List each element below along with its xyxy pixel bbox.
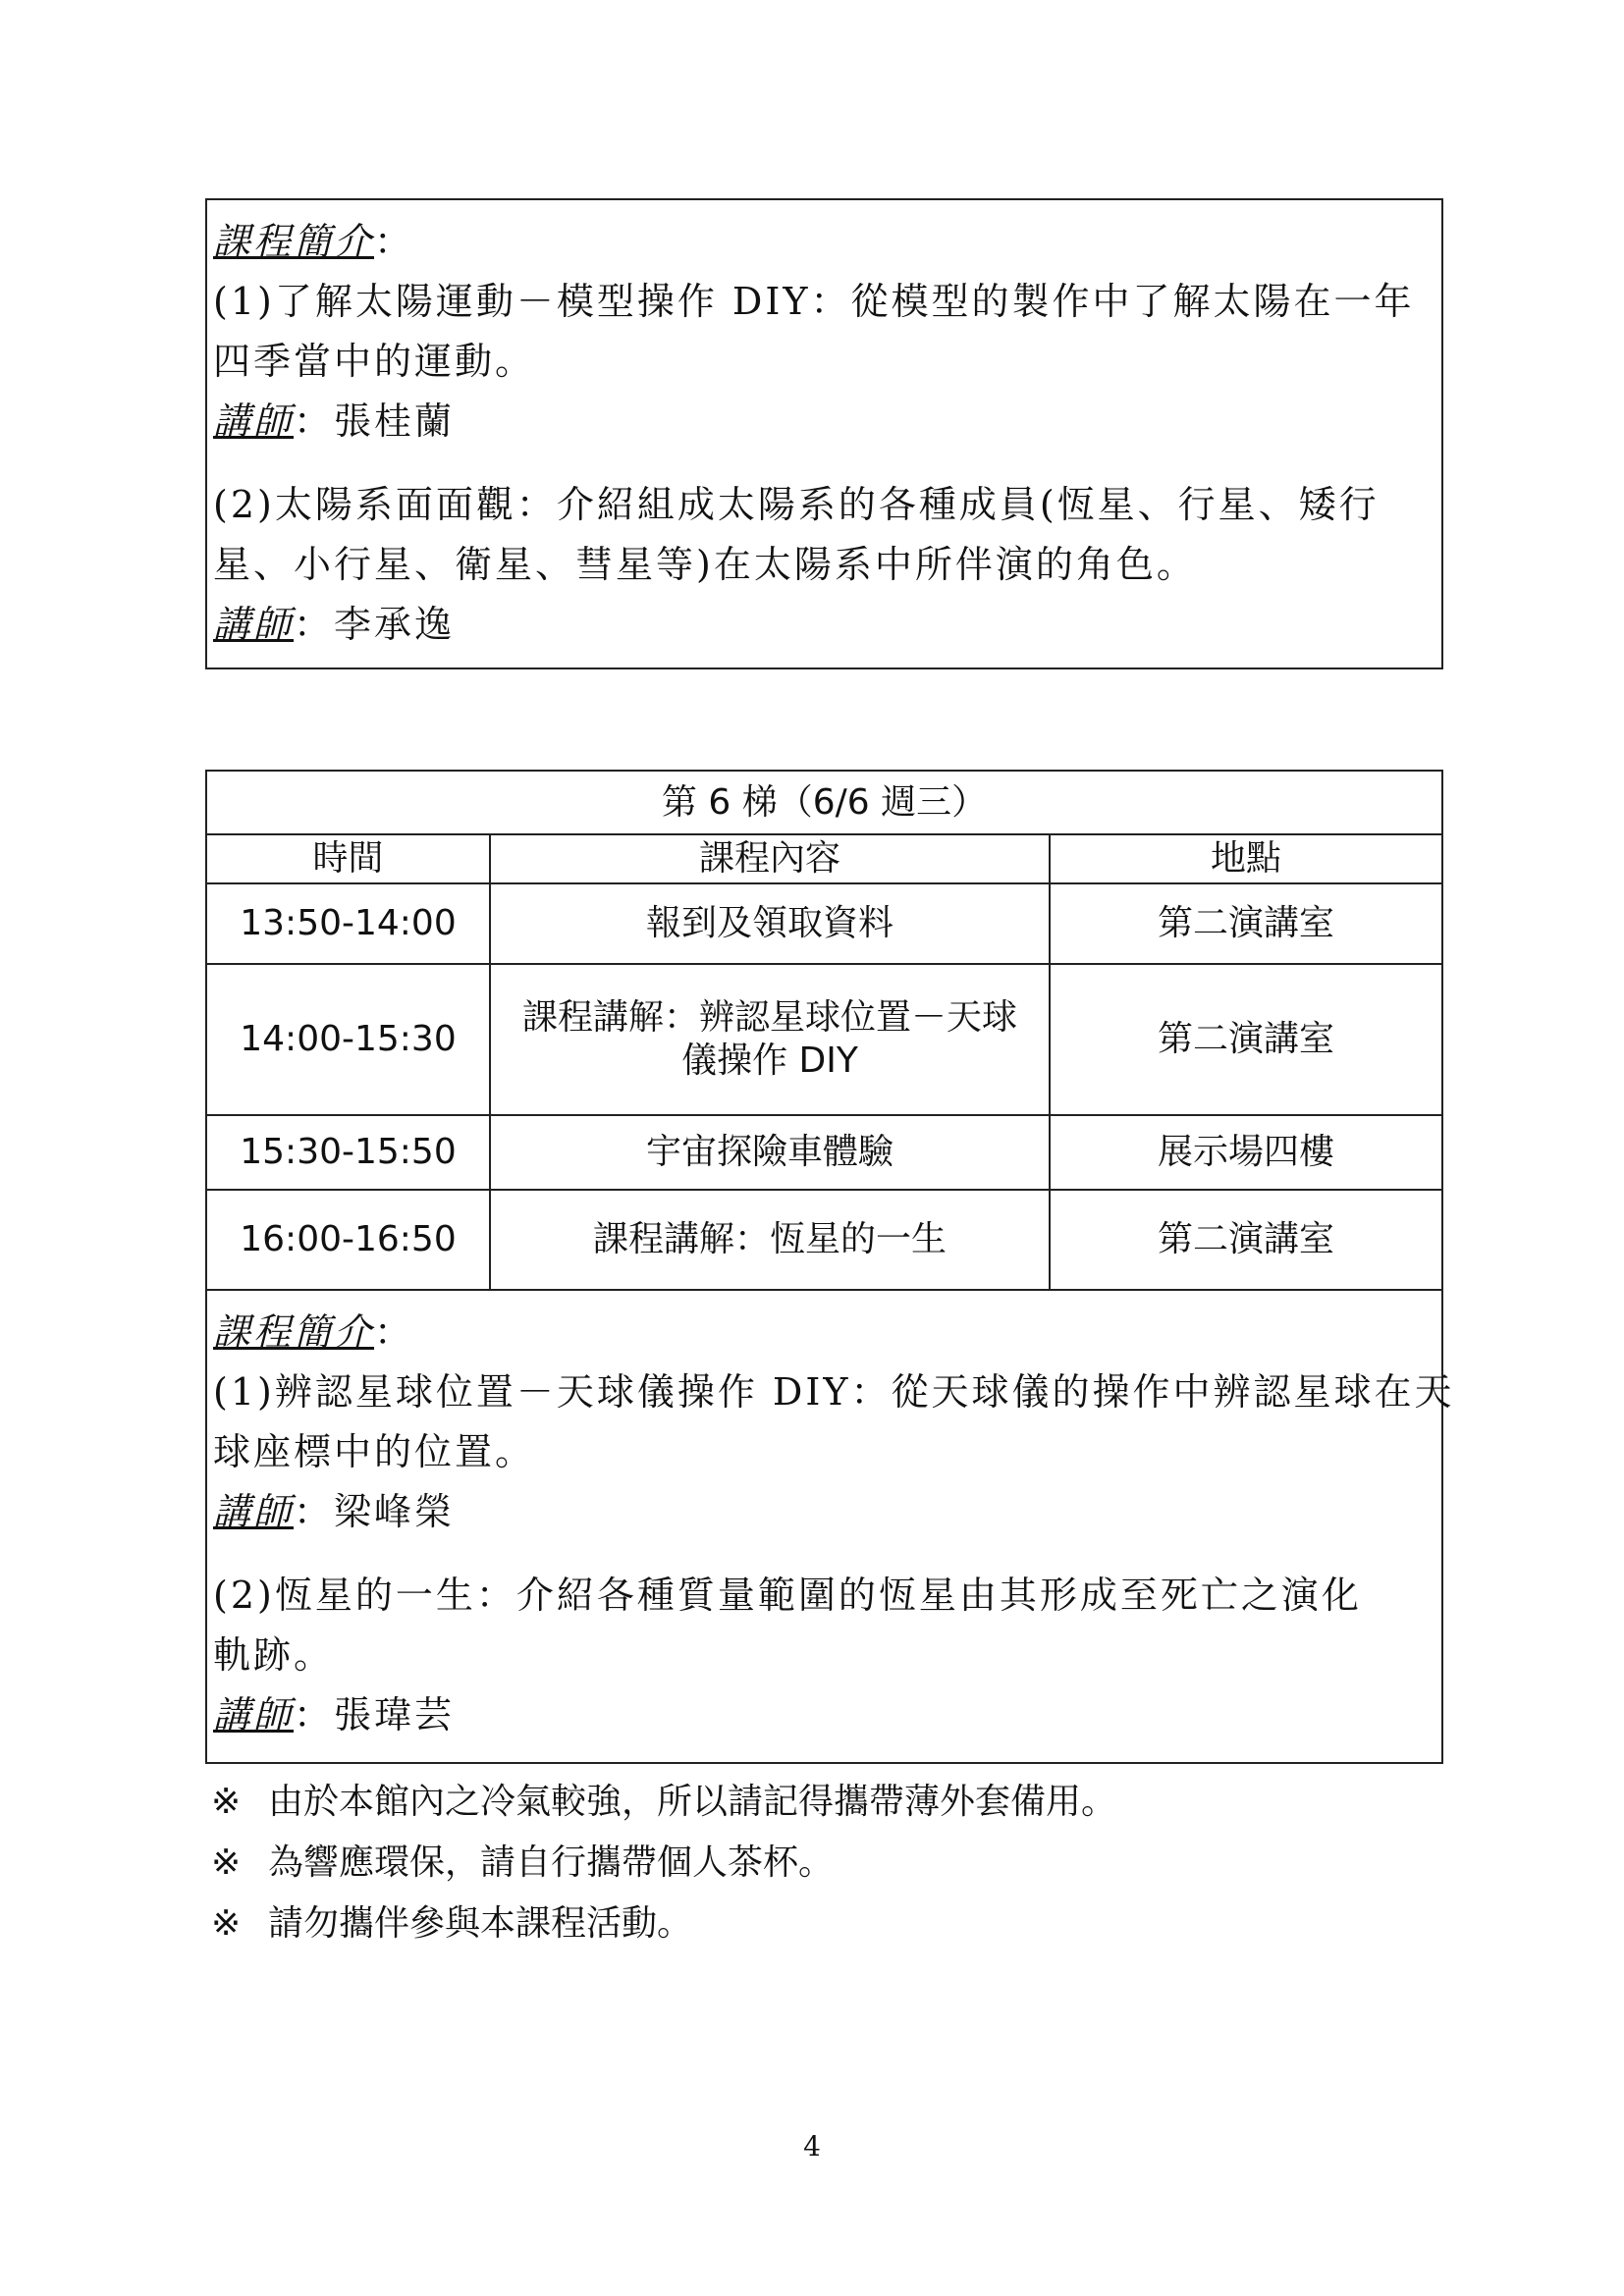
lecturer-line (213, 1482, 1435, 1542)
row-place: 展示場四樓 (1050, 1115, 1441, 1190)
course-desc-line: 軌跡。 (213, 1633, 335, 1677)
intro-label: 課程簡介 (213, 1310, 375, 1354)
lecturer-name: ：梁峰榮 (294, 1490, 456, 1533)
lecturer-name: ：李承逸 (294, 603, 456, 646)
course-desc-line: 星、小行星、衛星、彗星等)在太陽系中所伴演的角色。 (213, 543, 1197, 586)
reference-mark-icon: ※ (211, 1782, 242, 1822)
lecturer-line (213, 595, 1435, 655)
table-row (207, 1115, 1441, 1190)
row-content: 報到及領取資料 (490, 883, 1050, 964)
table-row (207, 1190, 1441, 1290)
course-intro-box-1 (205, 198, 1443, 669)
course-desc-line: 四季當中的運動。 (213, 340, 536, 383)
row-place: 第二演講室 (1050, 1190, 1441, 1290)
table-row (207, 883, 1441, 964)
row-time: 13:50-14:00 (207, 883, 490, 964)
lecturer-name: ：張瑋芸 (294, 1693, 456, 1736)
intro-heading: 課程簡介： (213, 1310, 415, 1354)
note-item (211, 1772, 1116, 1833)
course-desc-line: (1)辨認星球位置－天球儀操作 DIY：從天球儀的操作中辨認星球在天 (213, 1370, 1455, 1414)
schedule-table (207, 772, 1441, 1291)
header-time: 時間 (207, 834, 490, 883)
intro-label: 課程簡介 (213, 220, 375, 263)
header-place: 地點 (1050, 834, 1441, 883)
lecturer-label: 講師 (213, 400, 295, 443)
reference-mark-icon: ※ (211, 1903, 242, 1944)
header-content: 課程內容 (490, 834, 1050, 883)
lecturer-label: 講師 (213, 1693, 295, 1736)
page-number: 4 (803, 2130, 821, 2163)
lecturer-line (213, 392, 1435, 452)
lecturer-label: 講師 (213, 1490, 295, 1533)
schedule-box-6 (205, 770, 1455, 1764)
row-content: 宇宙探險車體驗 (490, 1115, 1050, 1190)
intro-heading: 課程簡介： (213, 220, 415, 263)
course-intro-box-2 (207, 1291, 1455, 1745)
row-place: 第二演講室 (1050, 964, 1441, 1115)
lecturer-line (213, 1685, 1435, 1745)
lecturer-label: 講師 (213, 603, 295, 646)
note-text: 請勿攜伴參與本課程活動。 (268, 1903, 693, 1944)
row-place: 第二演講室 (1050, 883, 1441, 964)
row-content: 課程講解：恆星的一生 (490, 1190, 1050, 1290)
notes-list (211, 1772, 1116, 1954)
note-text: 由於本館內之冷氣較強，所以請記得攜帶薄外套備用。 (268, 1782, 1117, 1822)
row-time: 14:00-15:30 (207, 964, 490, 1115)
row-time: 15:30-15:50 (207, 1115, 490, 1190)
schedule-title: 第 6 梯（6/6 週三） (207, 772, 1441, 834)
course-desc-line: (1)了解太陽運動－模型操作 DIY：從模型的製作中了解太陽在一年 (213, 280, 1415, 323)
course-desc-line: 球座標中的位置。 (213, 1430, 536, 1473)
row-content: 課程講解：辨認星球位置－天球 儀操作 DIY (490, 964, 1050, 1115)
row-time: 16:00-16:50 (207, 1190, 490, 1290)
note-text: 為響應環保，請自行攜帶個人茶杯。 (268, 1842, 835, 1883)
note-item (211, 1833, 1116, 1894)
note-item (211, 1894, 1116, 1954)
course-desc-line: (2)太陽系面面觀：介紹組成太陽系的各種成員(恆星、行星、矮行 (213, 483, 1380, 526)
lecturer-name: ：張桂蘭 (294, 400, 456, 443)
reference-mark-icon: ※ (211, 1842, 242, 1883)
table-row (207, 964, 1441, 1115)
course-desc-line: (2)恆星的一生：介紹各種質量範圍的恆星由其形成至死亡之演化 (213, 1574, 1362, 1617)
